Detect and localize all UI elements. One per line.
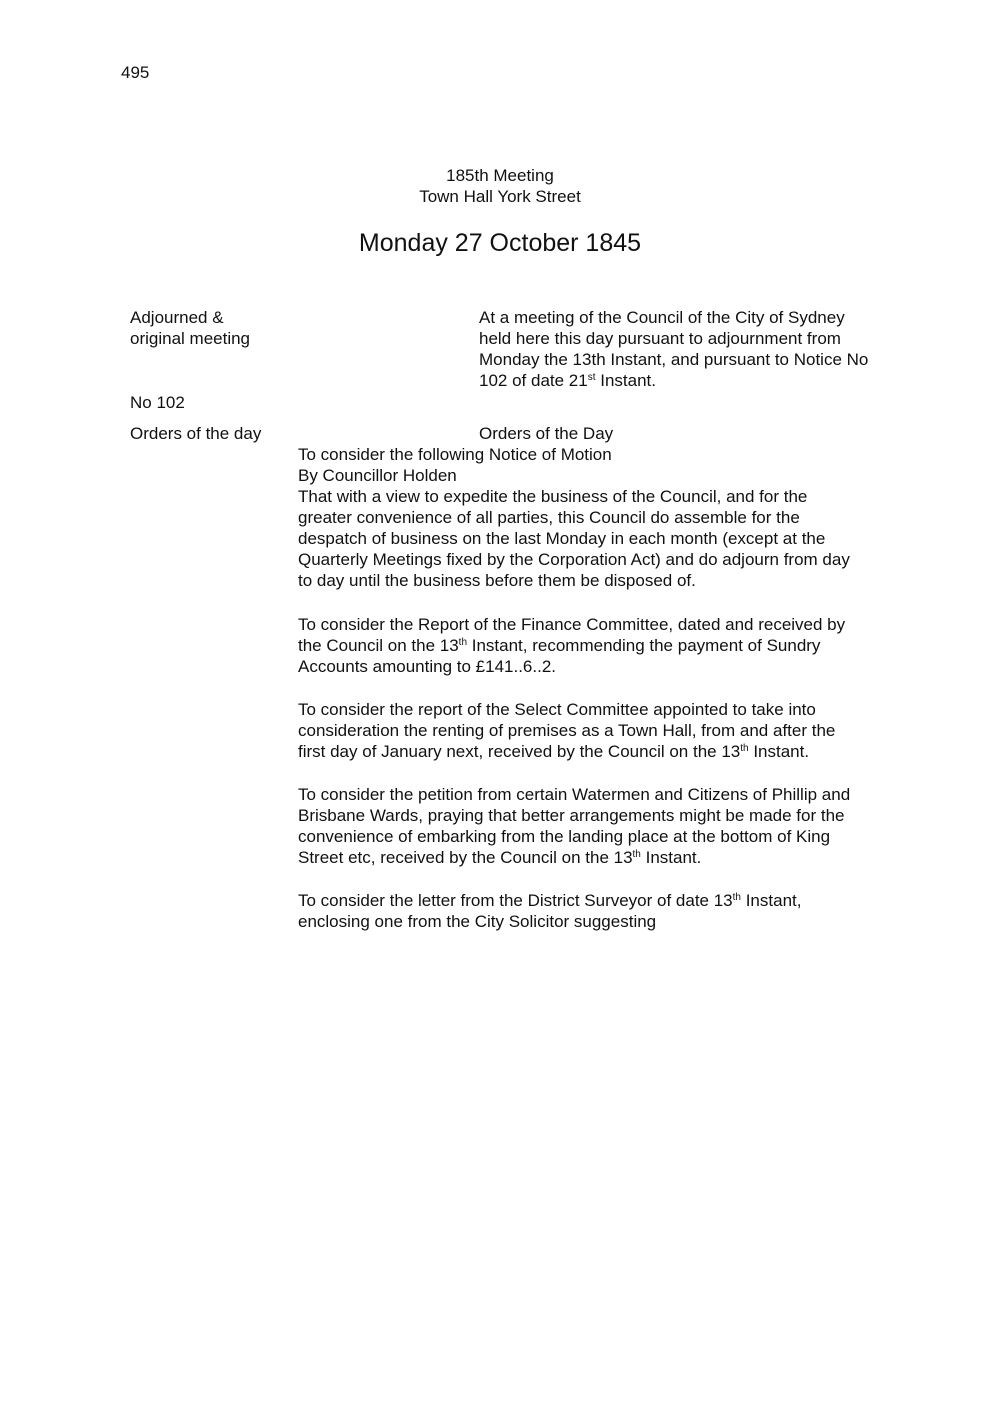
petition-paragraph <box>298 784 918 868</box>
text-segment: first day of January next, received by the Council on the 13 <box>298 742 741 761</box>
text-segment: Instant, recommending the payment of Sundry <box>467 636 821 655</box>
text-line <box>298 741 918 762</box>
text-line: despatch of business on the last Monday in each month (except at the <box>298 529 826 548</box>
text-line: Accounts amounting to £141..6..2. <box>298 657 557 676</box>
text-segment: To consider the letter from the District Surveyor of date 13 <box>298 891 733 910</box>
intro-paragraph <box>479 307 919 391</box>
text-line: held here this day pursuant to adjournment from <box>479 329 841 348</box>
orders-heading: Orders of the Day <box>479 424 614 443</box>
superscript: th <box>458 637 468 648</box>
text-line: By Councillor Holden <box>298 466 457 485</box>
superscript: th <box>732 892 741 903</box>
margin-note-line: Adjourned & <box>130 308 224 327</box>
text-segment: Instant. <box>640 848 702 867</box>
meeting-number: 185th Meeting <box>446 166 554 185</box>
text-line: To consider the report of the Select Committee appointed to take into <box>298 700 816 719</box>
text-line: greater convenience of all parties, this Council do assemble for the <box>298 508 800 527</box>
margin-note-notice-no: No 102 <box>130 393 185 412</box>
text-line: enclosing one from the City Solicitor suggesting <box>298 912 657 931</box>
text-segment: Instant. <box>595 371 656 390</box>
text-segment: Instant, <box>740 891 802 910</box>
text-line: To consider the Report of the Finance Committee, dated and received by <box>298 615 846 634</box>
text-line: Monday the 13th Instant, and pursuant to Notice No <box>479 350 869 369</box>
text-line: Quarterly Meetings fixed by the Corporation Act) and do adjourn from day <box>298 550 850 569</box>
text-line <box>298 890 918 911</box>
text-line: To consider the petition from certain Watermen and Citizens of Phillip and <box>298 785 851 804</box>
text-segment: 102 of date 21 <box>479 371 588 390</box>
text-segment: Street etc, received by the Council on the 13 <box>298 848 633 867</box>
superscript: st <box>587 372 596 383</box>
text-line: Brisbane Wards, praying that better arrangements might be made for the <box>298 806 845 825</box>
superscript: th <box>740 743 749 754</box>
motion-paragraph <box>298 444 918 591</box>
text-line: That with a view to expedite the business of the Council, and for the <box>298 487 808 506</box>
text-line: to day until the business before them be disposed of. <box>298 571 696 590</box>
text-line <box>298 635 918 656</box>
text-segment: the Council on the 13 <box>298 636 459 655</box>
text-line: consideration the renting of premises as a Town Hall, from and after the <box>298 721 836 740</box>
margin-note-adjourned <box>130 307 250 349</box>
margin-note-line: original meeting <box>130 329 251 348</box>
superscript: th <box>632 849 641 860</box>
margin-note-orders: Orders of the day <box>130 424 262 443</box>
text-line <box>479 370 919 391</box>
letter-paragraph <box>298 890 918 932</box>
meeting-venue: Town Hall York Street <box>419 187 581 206</box>
select-committee-paragraph <box>298 699 918 762</box>
text-segment: Instant. <box>748 742 810 761</box>
finance-paragraph <box>298 614 918 677</box>
meeting-date: Monday 27 October 1845 <box>358 229 642 257</box>
page-number: 495 <box>121 63 150 82</box>
text-line: At a meeting of the Council of the City of Sydney <box>479 308 845 327</box>
text-line: To consider the following Notice of Motion <box>298 445 612 464</box>
text-line: convenience of embarking from the landing place at the bottom of King <box>298 827 831 846</box>
text-line <box>298 847 918 868</box>
